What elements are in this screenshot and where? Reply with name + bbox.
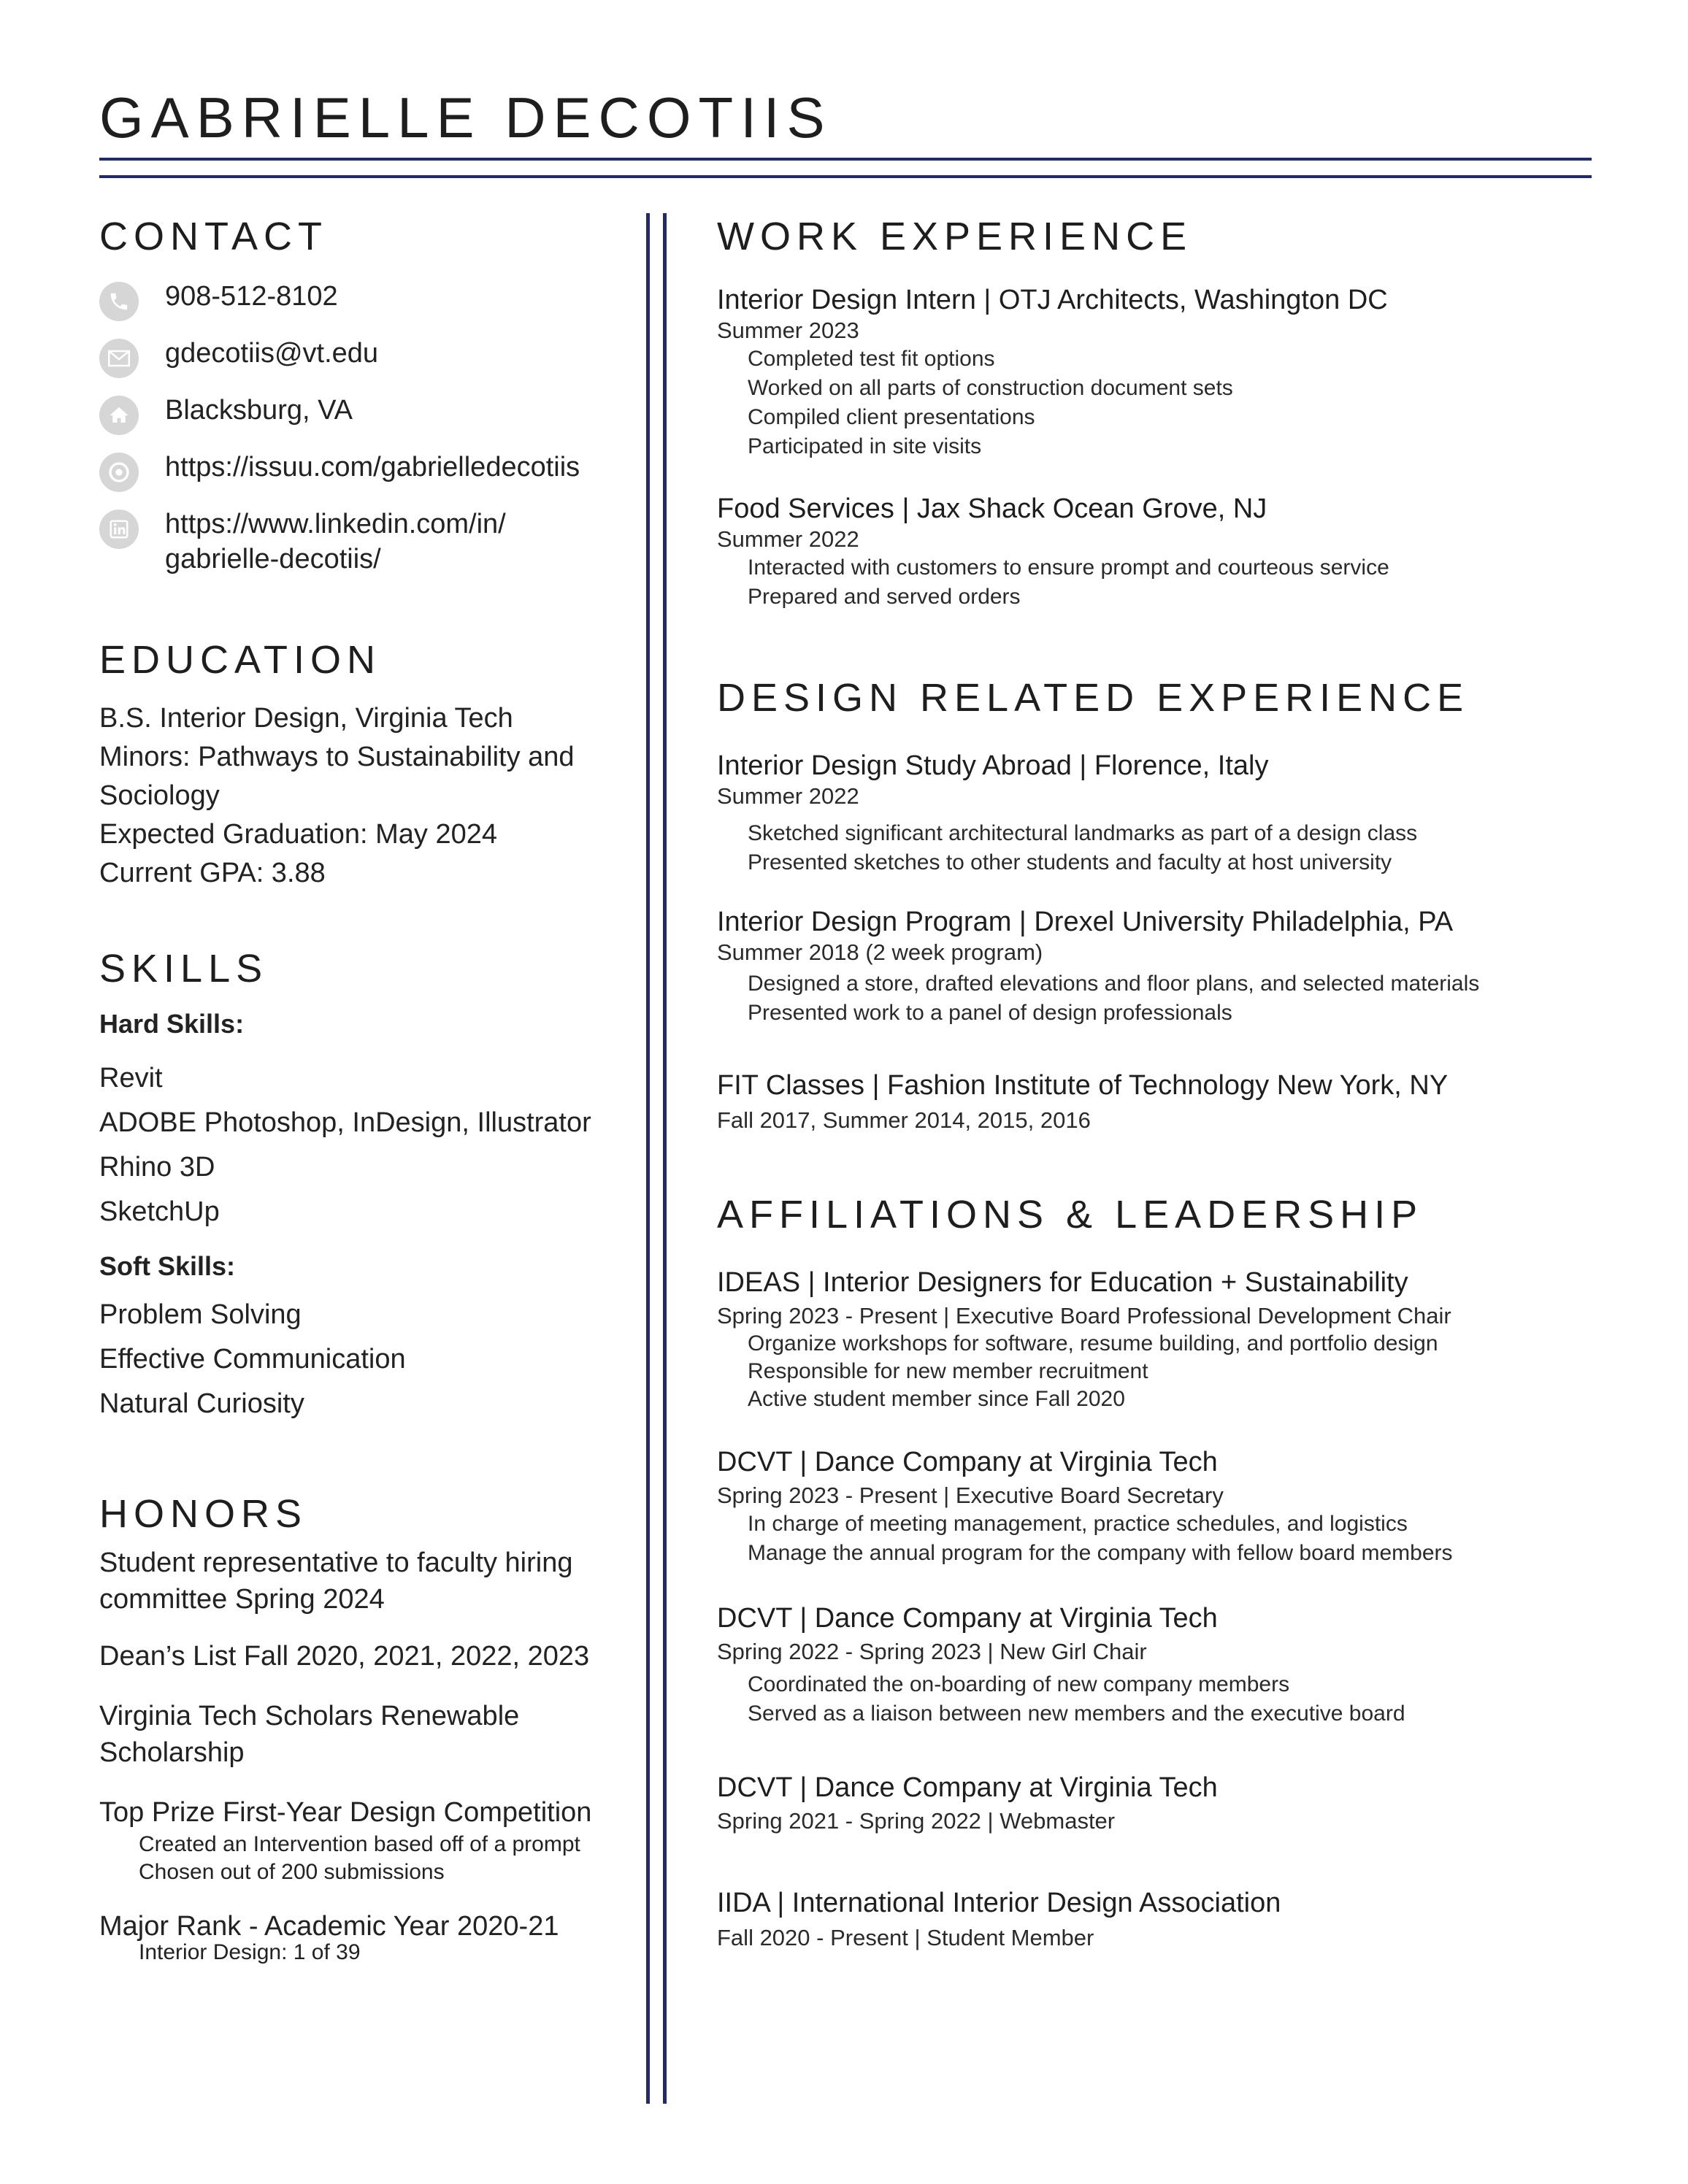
hard-skill: Rhino 3D (99, 1152, 215, 1183)
honor-item (99, 1545, 625, 1618)
contact-linkedin-row (99, 507, 625, 577)
design-experience-section (717, 674, 1593, 1134)
education-heading: EDUCATION (99, 638, 382, 682)
home-icon (99, 396, 139, 435)
affiliation-title: DCVT | Dance Company at Virginia Tech (717, 1603, 1218, 1634)
header-rule-top (99, 158, 1592, 161)
affiliation-bullet: Active student member since Fall 2020 (748, 1387, 1125, 1411)
design-title: Interior Design Study Abroad | Florence, Italy (717, 750, 1269, 781)
job-bullet: Worked on all parts of construction document sets (748, 376, 1233, 400)
affiliation-bullet: Responsible for new member recruitment (748, 1359, 1148, 1383)
design-date: Summer 2022 (717, 783, 859, 809)
job-bullet: Prepared and served orders (748, 585, 1021, 609)
honors-heading: HONORS (99, 1492, 308, 1536)
design-bullet: Designed a store, drafted elevations and floor plans, and selected materials (748, 972, 1480, 996)
header-rule-bottom (99, 175, 1592, 178)
right-column (717, 213, 1593, 1952)
skills-heading: SKILLS (99, 947, 269, 991)
design-title: FIT Classes | Fashion Institute of Technology New York, NY (717, 1070, 1449, 1101)
honor-item (99, 1698, 625, 1771)
contact-issuu-link[interactable]: https://issuu.com/gabrielledecotiis (165, 452, 580, 482)
honor-item (99, 1638, 625, 1674)
hard-skills-label: Hard Skills: (99, 1009, 245, 1039)
education-line: Sociology (99, 780, 220, 811)
design-date: Summer 2018 (2 week program) (717, 939, 1043, 965)
job-bullet: Completed test fit options (748, 347, 995, 371)
mail-icon (99, 339, 139, 378)
contact-issuu-row (99, 450, 625, 492)
job-entry (717, 492, 1593, 612)
work-experience-section (717, 213, 1593, 612)
contact-phone-row (99, 279, 625, 321)
affiliation-bullet: Organize workshops for software, resume building, and portfolio design (748, 1331, 1438, 1356)
honor-item (99, 1908, 625, 1966)
affiliation-bullet: In charge of meeting management, practice schedules, and logistics (748, 1512, 1408, 1536)
job-title: Food Services | Jax Shack Ocean Grove, NJ (717, 493, 1267, 524)
job-date: Summer 2022 (717, 526, 859, 552)
honor-title: Virginia Tech Scholars Renewable (99, 1701, 520, 1731)
left-column (99, 213, 625, 1966)
job-title: Interior Design Intern | OTJ Architects, Washington DC (717, 285, 1388, 315)
hard-skill: ADOBE Photoshop, InDesign, Illustrator (99, 1107, 591, 1138)
affiliation-entry (717, 1445, 1593, 1568)
design-bullet: Presented sketches to other students and faculty at host university (748, 850, 1392, 874)
honor-detail: Created an Intervention based off of a prompt (139, 1832, 580, 1856)
education-line: Current GPA: 3.88 (99, 858, 326, 888)
affiliation-title: IDEAS | Interior Designers for Education + Sustainability (717, 1267, 1408, 1298)
design-bullet: Presented work to a panel of design professionals (748, 1001, 1232, 1025)
affiliation-title: DCVT | Dance Company at Virginia Tech (717, 1447, 1218, 1477)
affiliation-entry (717, 1266, 1593, 1413)
soft-skill: Natural Curiosity (99, 1388, 304, 1419)
design-entry (717, 905, 1593, 1028)
hard-skill: Revit (99, 1063, 163, 1093)
honor-item (99, 1794, 625, 1886)
design-title: Interior Design Program | Drexel University Philadelphia, PA (717, 907, 1454, 937)
job-entry (717, 283, 1593, 461)
affiliation-date: Spring 2021 - Spring 2022 | Webmaster (717, 1808, 1116, 1834)
affiliations-heading: AFFILIATIONS & LEADERSHIP (717, 1193, 1424, 1237)
linkedin-line-2: gabrielle-decotiis/ (165, 544, 381, 574)
job-date: Summer 2023 (717, 318, 859, 343)
honor-title: Student representative to faculty hiring (99, 1547, 573, 1578)
education-line: B.S. Interior Design, Virginia Tech (99, 703, 513, 734)
contact-location: Blacksburg, VA (165, 395, 353, 426)
skills-section (99, 945, 625, 1426)
affiliation-bullet: Manage the annual program for the company with fellow board members (748, 1541, 1453, 1565)
honor-title: Major Rank - Academic Year 2020-21 (99, 1911, 559, 1942)
contact-location-row (99, 393, 625, 435)
column-divider-right (663, 213, 667, 2104)
job-bullet: Interacted with customers to ensure prompt and courteous service (748, 555, 1389, 580)
honors-section (99, 1491, 625, 1966)
column-divider-left (646, 213, 650, 2104)
education-line: Minors: Pathways to Sustainability and (99, 742, 575, 772)
contact-phone[interactable]: 908-512-8102 (165, 281, 338, 312)
soft-skill: Problem Solving (99, 1299, 302, 1330)
honor-title: Dean’s List Fall 2020, 2021, 2022, 2023 (99, 1641, 590, 1672)
affiliation-bullet: Served as a liaison between new members and the executive board (748, 1702, 1405, 1726)
soft-skill: Effective Communication (99, 1344, 406, 1374)
contact-email-row (99, 336, 625, 378)
honor-detail: Interior Design: 1 of 39 (139, 1940, 361, 1964)
affiliation-bullet: Coordinated the on-boarding of new company members (748, 1672, 1290, 1696)
affiliation-date: Spring 2023 - Present | Executive Board Secretary (717, 1483, 1224, 1508)
honor-title: Top Prize First-Year Design Competition (99, 1797, 592, 1828)
affiliation-date: Spring 2023 - Present | Executive Board Professional Development Chair (717, 1303, 1451, 1329)
design-experience-heading: DESIGN RELATED EXPERIENCE (717, 676, 1470, 720)
hard-skill: SketchUp (99, 1196, 220, 1227)
affiliation-date: Fall 2020 - Present | Student Member (717, 1925, 1094, 1950)
design-bullet: Sketched significant architectural landmarks as part of a design class (748, 821, 1418, 845)
soft-skills-label: Soft Skills: (99, 1251, 236, 1281)
linkedin-icon (99, 510, 139, 549)
honor-title: committee Spring 2024 (99, 1584, 385, 1615)
linkedin-line-1: https://www.linkedin.com/in/ (165, 509, 506, 539)
affiliation-entry (717, 1602, 1593, 1729)
affiliation-title: DCVT | Dance Company at Virginia Tech (717, 1772, 1218, 1803)
design-entry (717, 1069, 1593, 1134)
job-bullet: Participated in site visits (748, 434, 982, 458)
honor-title: Scholarship (99, 1737, 245, 1768)
resume-name: GABRIELLE DECOTIIS (99, 85, 832, 150)
phone-icon (99, 282, 139, 321)
design-date: Fall 2017, Summer 2014, 2015, 2016 (717, 1107, 1091, 1133)
affiliations-section (717, 1191, 1593, 1952)
affiliation-title: IIDA | International Interior Design Association (717, 1888, 1281, 1918)
contact-email[interactable]: gdecotiis@vt.edu (165, 338, 379, 369)
affiliation-entry (717, 1886, 1593, 1952)
affiliation-entry (717, 1771, 1593, 1835)
contact-linkedin-link[interactable] (165, 507, 506, 577)
job-bullet: Compiled client presentations (748, 405, 1035, 429)
affiliation-date: Spring 2022 - Spring 2023 | New Girl Chair (717, 1639, 1147, 1664)
contact-section (99, 213, 625, 577)
design-entry (717, 749, 1593, 877)
contact-heading: CONTACT (99, 215, 328, 258)
work-experience-heading: WORK EXPERIENCE (717, 215, 1193, 258)
education-line: Expected Graduation: May 2024 (99, 819, 498, 850)
education-section (99, 637, 625, 893)
issuu-icon (99, 453, 139, 492)
honor-detail: Chosen out of 200 submissions (139, 1860, 445, 1884)
